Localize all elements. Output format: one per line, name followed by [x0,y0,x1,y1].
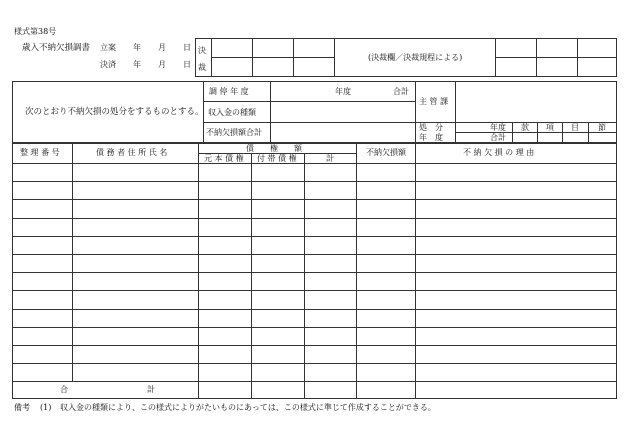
decision-note: (決裁欄／決裁規程による) [368,53,463,62]
table-row [12,199,617,200]
total-label-right: 計 [147,385,155,394]
draft-month: 月 [158,43,166,52]
col-header-claim: 債 権 額 [246,144,302,153]
adjust-total: 合計 [393,87,409,96]
table-row [12,254,617,255]
draft-day: 日 [183,43,191,52]
table-row [12,236,617,237]
table-row [12,309,617,310]
shobun-kou: 項 [546,123,554,132]
table-row [12,290,617,291]
table-row [12,272,617,273]
shobun-kan: 款 [521,123,529,132]
shobun-label-top: 処 分 [419,123,443,132]
col-header-name: 債 務 者 住 所 氏 名 [96,148,168,157]
shobun-nendo: 年度 [490,123,506,132]
approved-year: 年 [133,60,141,69]
table-row [12,381,617,382]
decision-label-bottom: 裁 [198,63,206,72]
table-row [12,345,617,346]
table-row [12,327,617,328]
col-header-principal: 元 本 債 権 [204,154,244,163]
col-header-extra: 付 帯 債 権 [257,154,297,163]
table-row [12,363,617,364]
shobun-gokei: 合計 [490,133,506,142]
decision-label-top: 決 [198,46,206,55]
draft-label: 立案 [100,43,116,52]
adjust-year-label: 調 停 年 度 [209,87,249,96]
loss-total-label: 不納欠損額合計 [206,128,262,137]
table-row [12,218,617,219]
remarks-label: 備考 [14,403,30,412]
draft-year: 年 [133,43,141,52]
shobun-label-bottom: 年 度 [419,133,443,142]
form-title: 歳入不納欠損調書 [22,43,91,53]
approved-month: 月 [158,60,166,69]
approved-label: 決済 [100,60,116,69]
form-number: 様式第38号 [14,27,57,36]
shobun-moku: 目 [571,123,579,132]
remarks-index: (1) [40,403,52,412]
statement-text: 次のとおり不納欠損の処分をするものとする。 [25,107,204,117]
col-header-number: 整 理 番 号 [20,148,60,157]
approved-day: 日 [183,60,191,69]
revenue-type-label: 収入金の種類 [208,108,256,117]
shobun-setsu: 節 [598,123,606,132]
adjust-nendo: 年度 [335,87,351,96]
table-row [12,181,617,182]
col-header-sum: 計 [326,154,334,163]
total-label-left: 合 [60,385,68,394]
shukan-label: 主 管 課 [419,97,449,106]
col-header-reason: 不 納 欠 損 の 理 由 [463,148,535,157]
col-header-loss: 不納欠損額 [366,148,406,157]
remarks-text: 収入金の種類により、この様式によりがたいものにあっては、この様式に準じて作成することができる。 [60,403,436,412]
